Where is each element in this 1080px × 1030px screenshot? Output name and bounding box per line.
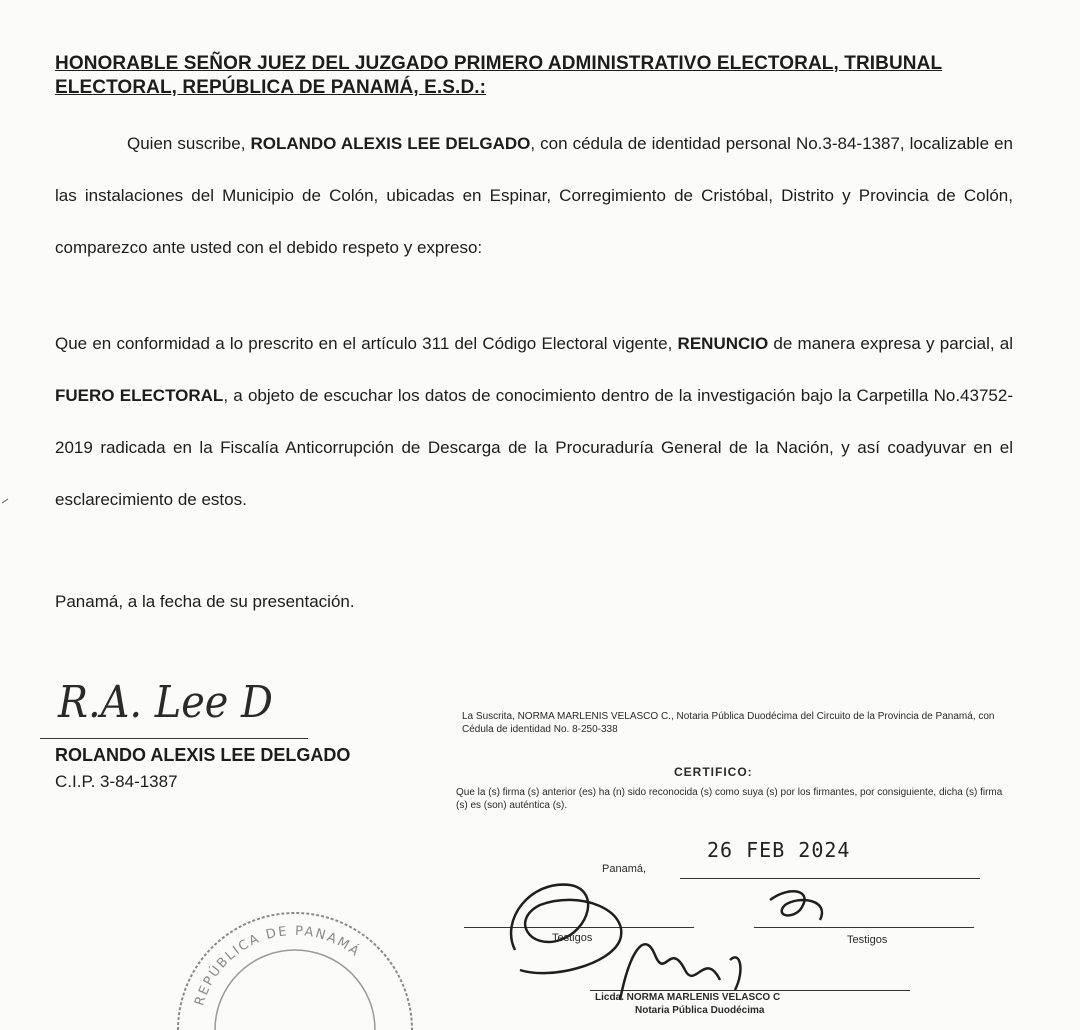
- place-label: Panamá,: [602, 863, 647, 875]
- cert-text: Que la (s) firma (s) anterior (es) ha (n) sido reconocida (s) como suya (s) por los firmantes, por consiguiente, dicha (s) firma (s) es (son) auténtica (s).: [456, 787, 1003, 811]
- official-seal: [170, 912, 420, 1030]
- closing-line: Panamá, a la fecha de su presentación.: [55, 592, 355, 611]
- paragraph-intro-rest: , con cédula de identidad personal No.3-84-1387, localizable en las instalaciones del Municipio de Colón, ubicadas en Espinar, Corregimiento de Cristóbal, Distrito y Provincia de Colón, comparezco ante usted con el debido respeto y expreso:: [55, 134, 1013, 257]
- notary-signature: [620, 944, 740, 1000]
- svg-text:REPÚBLICA DE PANAMÁ: [192, 924, 363, 1008]
- cert-title: CERTIFICO:: [674, 765, 753, 779]
- witness-label-2: Testigos: [847, 934, 888, 946]
- signer-name: ROLANDO ALEXIS LEE DELGADO: [55, 745, 351, 765]
- witness-signature-2: [770, 891, 822, 920]
- date-stamp: 26 FEB 2024: [707, 838, 851, 862]
- document-heading: HONORABLE SEÑOR JUEZ DEL JUZGADO PRIMERO ADMINISTRATIVO ELECTORAL, TRIBUNAL ELECTORAL, REPÚBLICA DE PANAMÁ, E.S.D.:: [55, 53, 943, 98]
- notary-certification: [456, 710, 1022, 1016]
- paragraph-intro-lead: Quien suscribe,: [127, 134, 251, 153]
- seal-text: REPÚBLICA DE PANAMÁ: [192, 923, 364, 1008]
- signature-line: [40, 738, 308, 739]
- notary-name: Licda. NORMA MARLENIS VELASCO C: [595, 992, 781, 1003]
- notary-witness-signatures: [470, 860, 870, 1010]
- notary-intro: La Suscrita, NORMA MARLENIS VELASCO C., Notaria Pública Duodécima del Circuito de la Provincia de Panamá, con Cédula de identidad No. 8-250-338: [462, 711, 995, 735]
- renuncia-text-1: Que en conformidad a lo prescrito en el artículo 311 del Código Electoral vigente,: [55, 334, 678, 353]
- witness-signature-1: [511, 885, 621, 974]
- renuncia-text-2: de manera expresa y parcial, al: [768, 334, 1013, 353]
- paragraph-intro: [55, 118, 1013, 274]
- handwritten-signature: [50, 655, 300, 740]
- signature-scribble-text: R.A. Lee D: [57, 677, 273, 728]
- renuncia-text-3: , a objeto de escuchar los datos de conocimiento dentro de la investigación bajo la Carpetilla No.43752-2019 radicada en la Fiscalía Anticorrupción de Descarga de la Procuraduría General de la Nación, y así coadyuvar en el esclarecimiento de estos.: [55, 386, 1013, 509]
- witness-label-1: Testigos: [552, 932, 593, 944]
- signer-name-inline: ROLANDO ALEXIS LEE DELGADO: [250, 134, 531, 153]
- fuero-electoral-keyword: FUERO ELECTORAL: [55, 386, 224, 405]
- renuncio-keyword: RENUNCIO: [677, 334, 769, 353]
- paragraph-renuncia: [55, 318, 1013, 526]
- notary-title: Notaria Pública Duodécima: [635, 1005, 765, 1016]
- signer-id: C.I.P. 3-84-1387: [55, 772, 178, 791]
- edge-mark: [0, 495, 12, 507]
